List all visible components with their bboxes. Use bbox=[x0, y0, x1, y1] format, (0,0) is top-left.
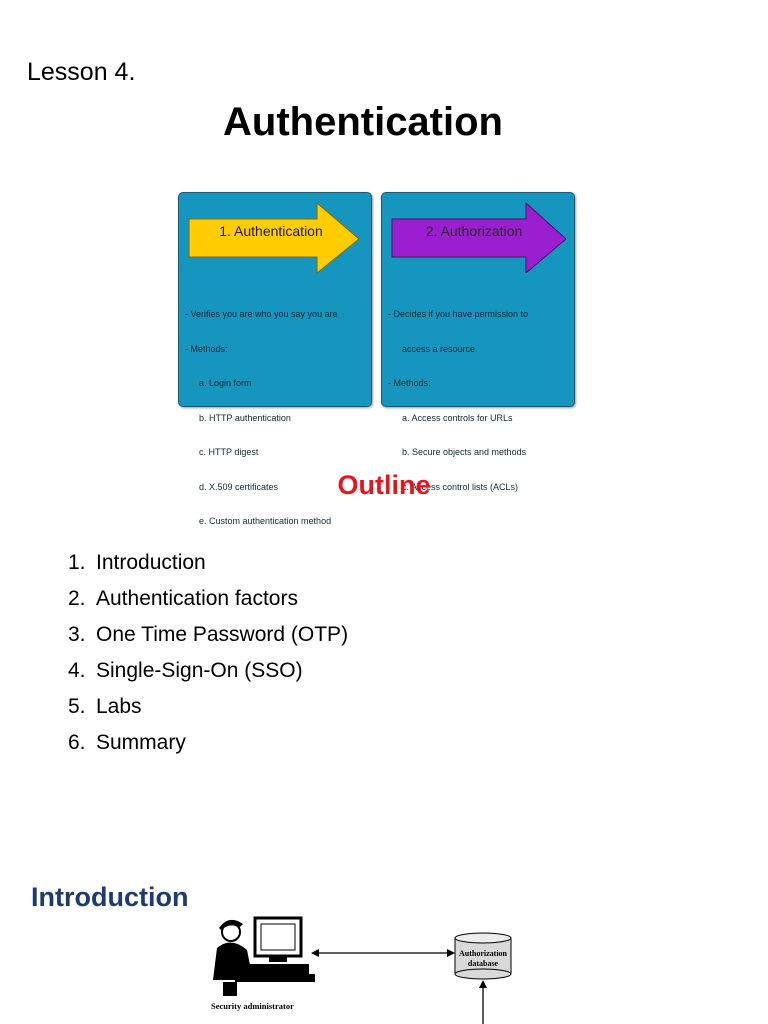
authorization-description: - Decides if you have permission to access a resource - Methods: a. Access controls for URLs b. Secure objects and methods c. Access control lists (ACLs) bbox=[388, 309, 529, 492]
page-title: Authentication bbox=[223, 100, 503, 144]
authentication-label: 1. Authentication bbox=[219, 223, 323, 239]
outline-heading: Outline bbox=[337, 470, 431, 500]
authentication-panel bbox=[178, 192, 372, 526]
lesson-label: Lesson 4. bbox=[27, 58, 136, 86]
list-item: 4. Single-Sign-On (SSO) bbox=[68, 659, 303, 682]
authorization-label: 2. Authorization bbox=[425, 223, 523, 239]
admin-label: Security administrator bbox=[211, 1001, 294, 1011]
list-item: 3. One Time Password (OTP) bbox=[68, 623, 349, 646]
authentication-description: - Verifies you are who you say you are - Methods: a. Login form b. HTTP authentication c. HTTP digest d. X.509 certificates e. Custom authentication method bbox=[185, 309, 338, 526]
list-item: 1. Introduction bbox=[68, 551, 206, 574]
arrowhead-up-icon bbox=[479, 980, 487, 988]
arrowhead-left-icon bbox=[311, 949, 319, 957]
database-label-line1: Authorization bbox=[459, 949, 507, 958]
list-item: 6. Summary bbox=[68, 731, 186, 754]
outline-list bbox=[68, 548, 348, 764]
arrowhead-right-icon bbox=[447, 949, 455, 957]
database-label-line2: database bbox=[467, 959, 499, 968]
list-item: 5. Labs bbox=[68, 695, 142, 718]
security-administrator-icon bbox=[213, 918, 315, 996]
authorization-panel bbox=[381, 192, 575, 492]
access-control-diagram bbox=[205, 910, 535, 1024]
introduction-heading: Introduction bbox=[31, 882, 189, 912]
list-item: 2. Authentication factors bbox=[68, 587, 298, 610]
